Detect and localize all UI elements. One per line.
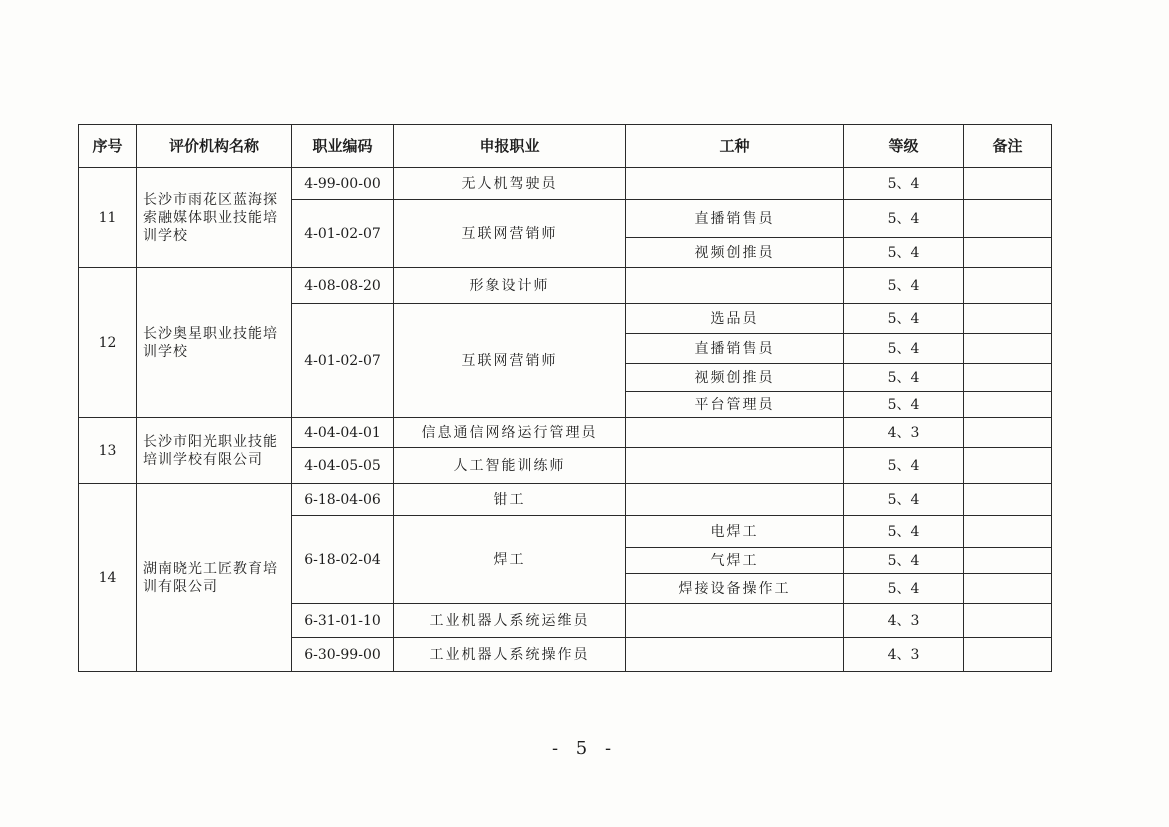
work-type: 直播销售员 <box>626 200 844 238</box>
occupation-code: 4-01-02-07 <box>292 304 394 418</box>
occupation-name: 人工智能训练师 <box>394 448 626 484</box>
work-type <box>626 168 844 200</box>
remark <box>964 448 1052 484</box>
remark <box>964 638 1052 672</box>
remark <box>964 392 1052 418</box>
remark <box>964 268 1052 304</box>
occupation-name: 信息通信网络运行管理员 <box>394 418 626 448</box>
level: 5、4 <box>844 200 964 238</box>
remark <box>964 334 1052 364</box>
remark <box>964 484 1052 516</box>
remark <box>964 548 1052 574</box>
table-row <box>79 484 1052 516</box>
work-type: 直播销售员 <box>626 334 844 364</box>
header-no: 序号 <box>79 125 137 168</box>
level: 5、4 <box>844 334 964 364</box>
level: 5、4 <box>844 484 964 516</box>
level: 4、3 <box>844 604 964 638</box>
page-number: - 5 - <box>551 738 618 759</box>
level: 4、3 <box>844 638 964 672</box>
occupation-code: 6-18-02-04 <box>292 516 394 604</box>
table-row <box>79 268 1052 304</box>
level: 5、4 <box>844 392 964 418</box>
work-type <box>626 418 844 448</box>
table-header-row <box>79 125 1052 168</box>
header-remark: 备注 <box>964 125 1052 168</box>
remark <box>964 574 1052 604</box>
table-row <box>79 418 1052 448</box>
remark <box>964 200 1052 238</box>
work-type <box>626 604 844 638</box>
level: 5、4 <box>844 574 964 604</box>
occupation-name: 焊工 <box>394 516 626 604</box>
remark <box>964 304 1052 334</box>
work-type: 焊接设备操作工 <box>626 574 844 604</box>
level: 5、4 <box>844 168 964 200</box>
group-number: 13 <box>79 418 137 484</box>
org-name: 长沙市阳光职业技能培训学校有限公司 <box>137 418 292 484</box>
org-name: 长沙奥星职业技能培训学校 <box>137 268 292 418</box>
group-number: 12 <box>79 268 137 418</box>
occupation-name: 钳工 <box>394 484 626 516</box>
work-type <box>626 484 844 516</box>
occupation-code: 4-04-05-05 <box>292 448 394 484</box>
level: 4、3 <box>844 418 964 448</box>
work-type: 视频创推员 <box>626 364 844 392</box>
work-type: 视频创推员 <box>626 238 844 268</box>
header-type: 工种 <box>626 125 844 168</box>
header-level: 等级 <box>844 125 964 168</box>
occupation-name: 工业机器人系统运维员 <box>394 604 626 638</box>
remark <box>964 418 1052 448</box>
work-type: 平台管理员 <box>626 392 844 418</box>
table-row <box>79 168 1052 200</box>
level: 5、4 <box>844 548 964 574</box>
level: 5、4 <box>844 448 964 484</box>
remark <box>964 168 1052 200</box>
occupation-code: 4-99-00-00 <box>292 168 394 200</box>
org-name: 长沙市雨花区蓝海探索融媒体职业技能培训学校 <box>137 168 292 268</box>
remark <box>964 604 1052 638</box>
header-org: 评价机构名称 <box>137 125 292 168</box>
occupation-code: 6-31-01-10 <box>292 604 394 638</box>
occupation-code: 6-30-99-00 <box>292 638 394 672</box>
group-number: 11 <box>79 168 137 268</box>
level: 5、4 <box>844 364 964 392</box>
work-type <box>626 638 844 672</box>
work-type <box>626 448 844 484</box>
work-type <box>626 268 844 304</box>
occupation-table <box>78 124 1052 672</box>
occupation-name: 无人机驾驶员 <box>394 168 626 200</box>
occupation-code: 4-01-02-07 <box>292 200 394 268</box>
level: 5、4 <box>844 516 964 548</box>
remark <box>964 238 1052 268</box>
work-type: 选品员 <box>626 304 844 334</box>
group-number: 14 <box>79 484 137 672</box>
level: 5、4 <box>844 304 964 334</box>
level: 5、4 <box>844 268 964 304</box>
occupation-name: 工业机器人系统操作员 <box>394 638 626 672</box>
header-occupation: 申报职业 <box>394 125 626 168</box>
occupation-code: 4-08-08-20 <box>292 268 394 304</box>
occupation-name: 形象设计师 <box>394 268 626 304</box>
work-type: 电焊工 <box>626 516 844 548</box>
work-type: 气焊工 <box>626 548 844 574</box>
occupation-name: 互联网营销师 <box>394 200 626 268</box>
occupation-code: 4-04-04-01 <box>292 418 394 448</box>
occupation-code: 6-18-04-06 <box>292 484 394 516</box>
org-name: 湖南晓光工匠教育培训有限公司 <box>137 484 292 672</box>
header-code: 职业编码 <box>292 125 394 168</box>
remark <box>964 516 1052 548</box>
level: 5、4 <box>844 238 964 268</box>
occupation-name: 互联网营销师 <box>394 304 626 418</box>
remark <box>964 364 1052 392</box>
